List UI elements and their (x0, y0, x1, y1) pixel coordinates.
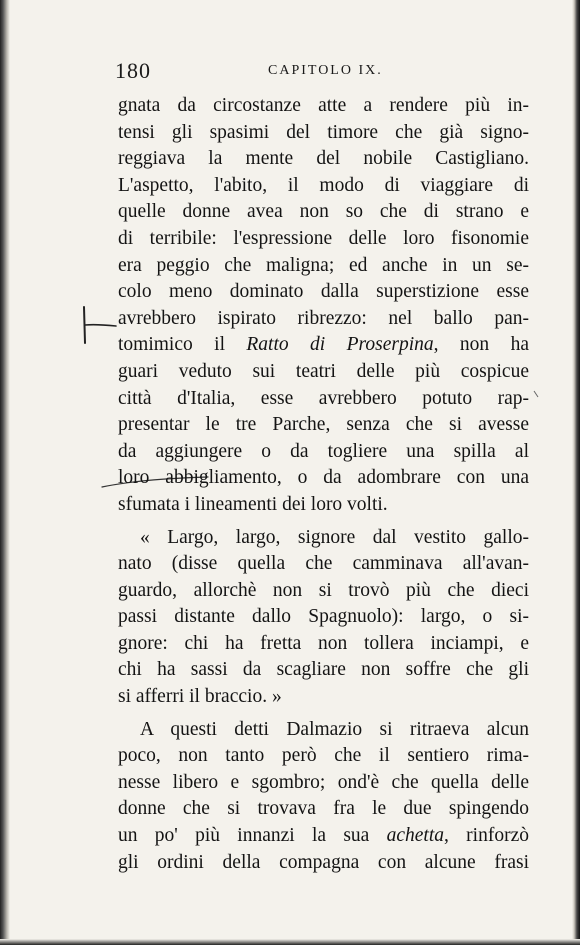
page-left-edge-shadow (0, 0, 10, 945)
italic-title: Ratto di Proserpina (246, 334, 434, 356)
text-line: da aggiungere o da togliere una spilla al (118, 440, 529, 462)
text-line: chi ha sassi da scagliare non soffre che gli (118, 659, 529, 681)
text-line: avrebbero ispirato ribrezzo: nel ballo pan- (118, 307, 529, 329)
text-run: donne che si trovava fra le due spingendo (118, 798, 529, 820)
text-line: reggiava la mente del nobile Castigliano. (118, 148, 529, 170)
handwritten-margin-mark (78, 305, 118, 345)
text-line: era peggio che maligna; ed anche in un se- (118, 254, 529, 276)
text-run: , rinforzò (444, 825, 529, 847)
text-line: « Largo, largo, signore dal vestito gallo- (140, 526, 529, 548)
text-line: gnata da circostanze atte a rendere più in- (118, 95, 529, 116)
page-right-edge-shadow (572, 0, 580, 945)
text-line: tensi gli spasimi del timore che già signo- (118, 121, 529, 143)
text-run: tomimico il (118, 334, 247, 356)
running-head: CAPITOLO IX. (268, 63, 383, 78)
text-run: , non ha (433, 334, 529, 356)
text-line: guari veduto sui teatri delle più cospicue (118, 360, 529, 382)
text-line: di terribile: l'espressione delle loro fisonomie (118, 227, 529, 249)
text-line: poco, non tanto però che il sentiero rima- (118, 745, 529, 767)
page-header (115, 58, 535, 88)
text-line: quelle donne avea non so che di strano e (118, 201, 529, 223)
text-line: città d'Italia, esse avrebbero potuto rap- (118, 387, 529, 409)
text-line (118, 823, 529, 850)
text-line: presentar le tre Parche, senza che si avesse (118, 414, 529, 436)
text-line: gnore: chi ha fretta non tollera inciampi, e (118, 632, 529, 654)
page-number: 180 (115, 58, 151, 83)
italic-word: achetta (386, 825, 445, 847)
text-line: si afferri il braccio. » (118, 686, 282, 708)
text-line: A questi detti Dalmazio si ritraeva alcun (140, 718, 529, 740)
text-line: sfumata i lineamenti dei loro volti. (118, 493, 388, 515)
text-line: L'aspetto, l'abito, il modo di viaggiare di (118, 174, 529, 196)
page-bottom-edge-shadow (0, 939, 580, 945)
text-line: passi distante dallo Spagnuolo): largo, o si- (118, 606, 529, 628)
margin-speck (533, 390, 539, 398)
text-line: nato (disse quella che camminava all'avan- (118, 553, 529, 575)
text-line (118, 332, 529, 359)
text-line: colo meno dominato dalla superstizione esse (118, 281, 529, 303)
text-run: un po' più innanzi la sua (118, 825, 387, 847)
text-line (118, 796, 529, 823)
text-line: nesse libero e sgombro; ond'è che quella delle (118, 771, 529, 793)
text-line: loro abbigliamento, o da adombrare con una (118, 467, 529, 489)
text-line: guardo, allorchè non si trovò più che dieci (118, 579, 529, 601)
body-text (118, 93, 529, 876)
text-line: gli ordini della compagna con alcune frasi (118, 851, 529, 873)
